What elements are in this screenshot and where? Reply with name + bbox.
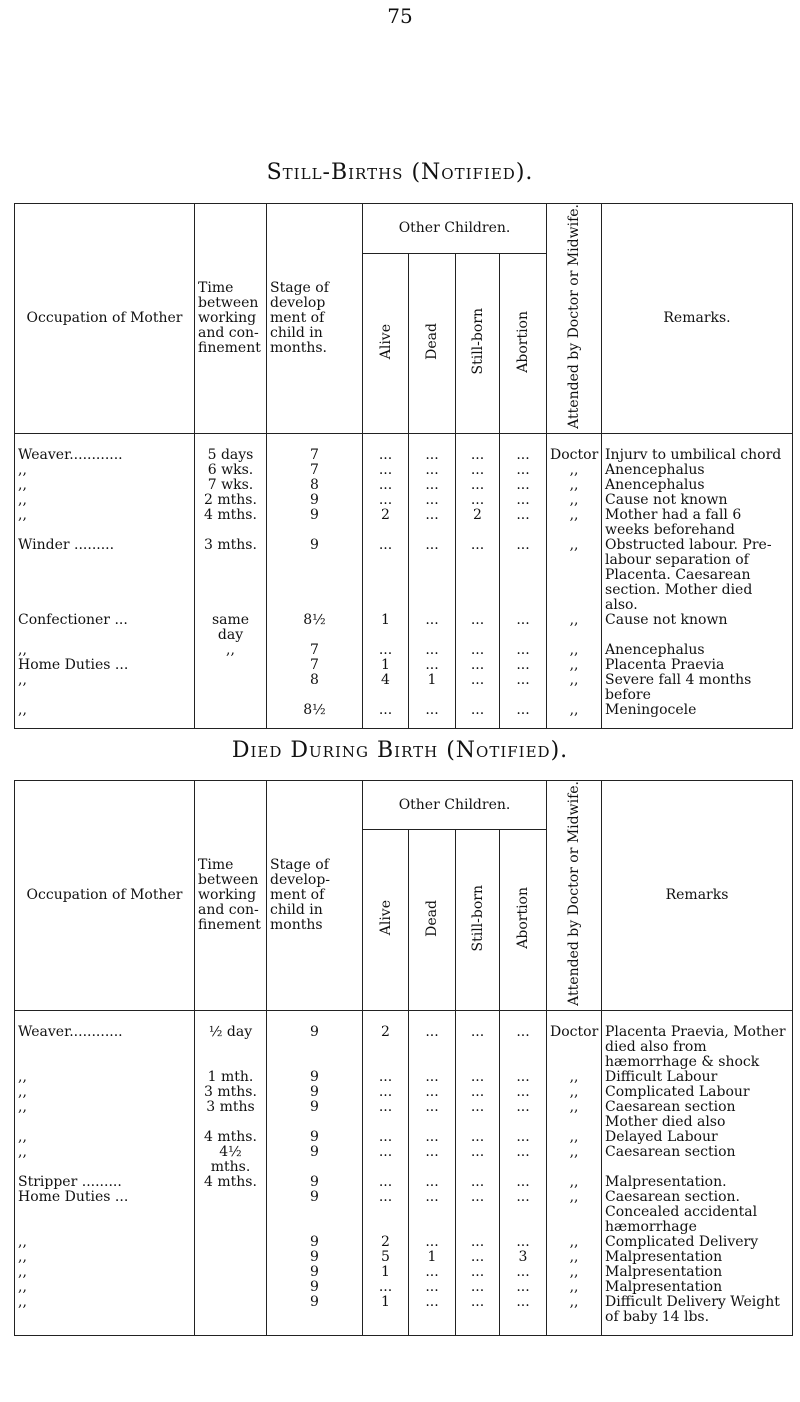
cell-occupation: ,, [15, 1130, 195, 1145]
cell-still-born: ... [456, 673, 500, 703]
cell-alive: ... [363, 1070, 409, 1085]
cell-alive: 1 [363, 613, 409, 643]
cell-alive: ... [363, 493, 409, 508]
table-row [15, 1100, 793, 1130]
cell-remarks: Cause not known [602, 613, 793, 643]
cell-dead: ... [409, 1010, 456, 1070]
cell-attended: ,, [547, 613, 602, 643]
cell-stage: 7 [267, 433, 363, 463]
cell-abortion: ... [500, 703, 547, 729]
cell-abortion: ... [500, 1010, 547, 1070]
cell-dead: 1 [409, 673, 456, 703]
cell-still-born: ... [456, 1295, 500, 1336]
cell-still-born: ... [456, 703, 500, 729]
cell-dead: ... [409, 643, 456, 658]
cell-occupation: ,, [15, 673, 195, 703]
cell-alive: ... [363, 1145, 409, 1175]
cell-time [195, 1190, 267, 1235]
cell-alive: 1 [363, 658, 409, 673]
cell-dead: ... [409, 493, 456, 508]
cell-abortion: ... [500, 613, 547, 643]
cell-alive: ... [363, 1175, 409, 1190]
cell-occupation: Weaver............ [15, 1010, 195, 1070]
cell-time: 4 mths. [195, 1130, 267, 1145]
cell-attended: ,, [547, 643, 602, 658]
cell-remarks: Difficult Labour [602, 1070, 793, 1085]
cell-attended: ,, [547, 463, 602, 478]
cell-abortion: 3 [500, 1250, 547, 1265]
cell-time: 4 mths. [195, 1175, 267, 1190]
cell-abortion: ... [500, 1265, 547, 1280]
header-attended: Attended by Doctor or Midwife. [547, 781, 602, 1011]
cell-remarks: Severe fall 4 months before [602, 673, 793, 703]
cell-stage: 9 [267, 1250, 363, 1265]
cell-time [195, 703, 267, 729]
header-dead: Dead [409, 254, 456, 434]
cell-dead: ... [409, 1085, 456, 1100]
cell-abortion: ... [500, 478, 547, 493]
cell-still-born: ... [456, 613, 500, 643]
cell-stage: 9 [267, 1235, 363, 1250]
cell-abortion: ... [500, 1085, 547, 1100]
cell-time: same day [195, 613, 267, 643]
table-row [15, 613, 793, 643]
cell-alive: ... [363, 1280, 409, 1295]
cell-attended: ,, [547, 1235, 602, 1250]
cell-abortion: ... [500, 1130, 547, 1145]
cell-time: 4 mths. [195, 508, 267, 538]
header-remarks: Remarks [602, 781, 793, 1011]
cell-stage: 7 [267, 643, 363, 658]
cell-still-born: ... [456, 1280, 500, 1295]
cell-still-born: ... [456, 433, 500, 463]
header-dead: Dead [409, 830, 456, 1011]
table-row [15, 478, 793, 493]
cell-alive: ... [363, 1190, 409, 1235]
cell-dead: ... [409, 463, 456, 478]
cell-remarks: Complicated Labour [602, 1085, 793, 1100]
header-still-born: Still-born [456, 254, 500, 434]
cell-occupation: ,, [15, 643, 195, 658]
cell-stage: 9 [267, 1085, 363, 1100]
table-row [15, 1130, 793, 1145]
cell-dead: 1 [409, 1250, 456, 1265]
cell-time [195, 1280, 267, 1295]
cell-attended: ,, [547, 1175, 602, 1190]
table-row [15, 658, 793, 673]
cell-dead: ... [409, 1130, 456, 1145]
cell-attended: ,, [547, 1145, 602, 1175]
table-row [15, 493, 793, 508]
cell-still-born: ... [456, 1085, 500, 1100]
cell-occupation: Home Duties ... [15, 1190, 195, 1235]
header-occupation: Occupation of Mother [15, 781, 195, 1011]
cell-still-born: ... [456, 1010, 500, 1070]
header-alive: Alive [363, 830, 409, 1011]
header-abortion: Abortion [500, 254, 547, 434]
cell-attended: ,, [547, 1280, 602, 1295]
cell-still-born: ... [456, 463, 500, 478]
cell-remarks: Caesarean section [602, 1145, 793, 1175]
cell-remarks: Malpresentation [602, 1250, 793, 1265]
cell-time: 1 mth. [195, 1070, 267, 1085]
cell-occupation: Winder ......... [15, 538, 195, 613]
cell-time: ½ day [195, 1010, 267, 1070]
cell-remarks: Caesarean section Mother died also [602, 1100, 793, 1130]
table-row [15, 1235, 793, 1250]
cell-stage: 9 [267, 1145, 363, 1175]
cell-still-born: ... [456, 658, 500, 673]
cell-alive: ... [363, 1085, 409, 1100]
table-row [15, 463, 793, 478]
cell-abortion: ... [500, 493, 547, 508]
cell-stage: 9 [267, 1130, 363, 1145]
cell-still-born: ... [456, 1235, 500, 1250]
cell-time [195, 1235, 267, 1250]
table-row [15, 1010, 793, 1070]
cell-dead: ... [409, 1145, 456, 1175]
cell-alive: 2 [363, 508, 409, 538]
died-during-birth-title: Died During Birth (Notified). [231, 738, 569, 763]
cell-time: 2 mths. [195, 493, 267, 508]
cell-remarks: Placenta Praevia [602, 658, 793, 673]
cell-occupation: ,, [15, 1250, 195, 1265]
cell-alive: 4 [363, 673, 409, 703]
cell-stage: 8½ [267, 613, 363, 643]
table-row [15, 643, 793, 658]
cell-still-born: ... [456, 1190, 500, 1235]
header-stage: Stage of develop-ment of child in months [267, 781, 363, 1011]
cell-attended: ,, [547, 493, 602, 508]
cell-occupation: ,, [15, 1100, 195, 1130]
table-row [15, 1070, 793, 1085]
cell-occupation: ,, [15, 463, 195, 478]
cell-occupation: ,, [15, 1280, 195, 1295]
cell-attended: ,, [547, 673, 602, 703]
cell-attended: Doctor [547, 433, 602, 463]
cell-dead: ... [409, 1175, 456, 1190]
cell-still-born: ... [456, 538, 500, 613]
cell-dead: ... [409, 508, 456, 538]
cell-abortion: ... [500, 1190, 547, 1235]
header-time: Time between working and con-finement [195, 781, 267, 1011]
cell-alive: ... [363, 1130, 409, 1145]
cell-abortion: ... [500, 1280, 547, 1295]
cell-time: 3 mths [195, 1100, 267, 1130]
cell-alive: ... [363, 478, 409, 493]
header-time: Time between working and con-finement [195, 204, 267, 434]
cell-occupation: ,, [15, 1265, 195, 1280]
cell-still-born: ... [456, 1070, 500, 1085]
cell-attended: ,, [547, 1190, 602, 1235]
cell-stage: 7 [267, 463, 363, 478]
cell-remarks: Malpresentation. [602, 1175, 793, 1190]
cell-stage: 8 [267, 478, 363, 493]
cell-stage: 8½ [267, 703, 363, 729]
cell-still-born: ... [456, 643, 500, 658]
died-during-birth-table [14, 780, 793, 1336]
header-stage: Stage of develop ment of child in months. [267, 204, 363, 434]
cell-stage: 9 [267, 1010, 363, 1070]
cell-time: 3 mths. [195, 538, 267, 613]
cell-occupation: Confectioner ... [15, 613, 195, 643]
cell-remarks: Difficult Delivery Weight of baby 14 lbs. [602, 1295, 793, 1336]
cell-attended: ,, [547, 508, 602, 538]
cell-time: 5 days [195, 433, 267, 463]
table-row [15, 1265, 793, 1280]
cell-attended: ,, [547, 1295, 602, 1336]
cell-remarks: Malpresentation [602, 1280, 793, 1295]
cell-stage: 8 [267, 673, 363, 703]
cell-stage: 9 [267, 508, 363, 538]
table-row [15, 1190, 793, 1235]
cell-still-born: 2 [456, 508, 500, 538]
table-row [15, 673, 793, 703]
cell-dead: ... [409, 613, 456, 643]
cell-attended: ,, [547, 703, 602, 729]
header-other-children: Other Children. [363, 204, 547, 254]
still-births-table [14, 203, 793, 729]
cell-abortion: ... [500, 673, 547, 703]
table-row [15, 538, 793, 613]
cell-remarks: Caesarean section. Concealed accidental hæmorrhage [602, 1190, 793, 1235]
cell-occupation: ,, [15, 703, 195, 729]
cell-stage: 9 [267, 493, 363, 508]
cell-stage: 9 [267, 1280, 363, 1295]
cell-occupation: ,, [15, 493, 195, 508]
cell-stage: 9 [267, 1100, 363, 1130]
cell-alive: 1 [363, 1265, 409, 1280]
cell-occupation: Home Duties ... [15, 658, 195, 673]
cell-alive: 1 [363, 1295, 409, 1336]
cell-remarks: Injurv to umbilical chord [602, 433, 793, 463]
cell-alive: ... [363, 703, 409, 729]
page-number: 75 [387, 4, 413, 28]
header-alive: Alive [363, 254, 409, 434]
cell-abortion: ... [500, 538, 547, 613]
cell-dead: ... [409, 658, 456, 673]
cell-occupation: ,, [15, 1070, 195, 1085]
cell-stage: 7 [267, 658, 363, 673]
cell-stage: 9 [267, 538, 363, 613]
cell-alive: 2 [363, 1235, 409, 1250]
cell-dead: ... [409, 1100, 456, 1130]
cell-attended: ,, [547, 538, 602, 613]
cell-dead: ... [409, 538, 456, 613]
cell-abortion: ... [500, 1235, 547, 1250]
header-attended: Attended by Doctor or Midwife. [547, 204, 602, 434]
table-row [15, 703, 793, 729]
cell-attended: ,, [547, 1070, 602, 1085]
table-row [15, 1175, 793, 1190]
cell-occupation: Stripper ......... [15, 1175, 195, 1190]
cell-remarks: Anencephalus [602, 478, 793, 493]
cell-attended: ,, [547, 1100, 602, 1130]
cell-dead: ... [409, 1280, 456, 1295]
cell-abortion: ... [500, 1145, 547, 1175]
cell-occupation: ,, [15, 508, 195, 538]
cell-abortion: ... [500, 643, 547, 658]
cell-remarks: Mother had a fall 6 weeks beforehand [602, 508, 793, 538]
cell-abortion: ... [500, 1100, 547, 1130]
cell-alive: ... [363, 538, 409, 613]
cell-stage: 9 [267, 1175, 363, 1190]
cell-dead: ... [409, 1070, 456, 1085]
cell-dead: ... [409, 703, 456, 729]
cell-remarks: Meningocele [602, 703, 793, 729]
cell-occupation: ,, [15, 1235, 195, 1250]
cell-abortion: ... [500, 463, 547, 478]
cell-time: 3 mths. [195, 1085, 267, 1100]
header-occupation: Occupation of Mother [15, 204, 195, 434]
cell-still-born: ... [456, 478, 500, 493]
header-still-born: Still-born [456, 830, 500, 1011]
cell-time [195, 658, 267, 673]
cell-abortion: ... [500, 1070, 547, 1085]
cell-remarks: Anencephalus [602, 463, 793, 478]
cell-attended: ,, [547, 1130, 602, 1145]
cell-stage: 9 [267, 1295, 363, 1336]
cell-occupation: Weaver............ [15, 433, 195, 463]
cell-occupation: ,, [15, 1295, 195, 1336]
table-row [15, 433, 793, 463]
cell-time [195, 1295, 267, 1336]
table-row [15, 1295, 793, 1336]
cell-abortion: ... [500, 1175, 547, 1190]
cell-dead: ... [409, 1190, 456, 1235]
cell-remarks: Complicated Delivery [602, 1235, 793, 1250]
header-remarks: Remarks. [602, 204, 793, 434]
cell-still-born: ... [456, 1145, 500, 1175]
cell-attended: ,, [547, 658, 602, 673]
header-other-children: Other Children. [363, 781, 547, 830]
cell-stage: 9 [267, 1070, 363, 1085]
cell-still-born: ... [456, 1265, 500, 1280]
cell-time: 7 wks. [195, 478, 267, 493]
table-row [15, 1280, 793, 1295]
cell-time: 4½ mths. [195, 1145, 267, 1175]
cell-attended: ,, [547, 1085, 602, 1100]
cell-remarks: Placenta Praevia, Mother died also from hæmorrhage & shock [602, 1010, 793, 1070]
cell-dead: ... [409, 1235, 456, 1250]
cell-occupation: ,, [15, 1085, 195, 1100]
cell-attended: ,, [547, 1250, 602, 1265]
cell-dead: ... [409, 478, 456, 493]
cell-stage: 9 [267, 1190, 363, 1235]
cell-stage: 9 [267, 1265, 363, 1280]
cell-occupation: ,, [15, 478, 195, 493]
cell-alive: ... [363, 643, 409, 658]
cell-still-born: ... [456, 493, 500, 508]
cell-dead: ... [409, 1265, 456, 1280]
cell-alive: ... [363, 1100, 409, 1130]
cell-alive: ... [363, 433, 409, 463]
cell-time: ,, [195, 643, 267, 658]
cell-attended: ,, [547, 1265, 602, 1280]
cell-remarks: Anencephalus [602, 643, 793, 658]
cell-alive: 2 [363, 1010, 409, 1070]
cell-still-born: ... [456, 1250, 500, 1265]
cell-still-born: ... [456, 1130, 500, 1145]
cell-attended: Doctor [547, 1010, 602, 1070]
cell-abortion: ... [500, 508, 547, 538]
header-abortion: Abortion [500, 830, 547, 1011]
cell-time [195, 1250, 267, 1265]
cell-dead: ... [409, 433, 456, 463]
cell-still-born: ... [456, 1175, 500, 1190]
cell-time [195, 673, 267, 703]
cell-time [195, 1265, 267, 1280]
cell-dead: ... [409, 1295, 456, 1336]
cell-abortion: ... [500, 433, 547, 463]
cell-attended: ,, [547, 478, 602, 493]
table-row [15, 1145, 793, 1175]
table-row [15, 1085, 793, 1100]
cell-remarks: Malpresentation [602, 1265, 793, 1280]
table-row [15, 1250, 793, 1265]
cell-occupation: ,, [15, 1145, 195, 1175]
cell-alive: 5 [363, 1250, 409, 1265]
cell-remarks: Cause not known [602, 493, 793, 508]
cell-remarks: Delayed Labour [602, 1130, 793, 1145]
cell-alive: ... [363, 463, 409, 478]
cell-abortion: ... [500, 658, 547, 673]
cell-time: 6 wks. [195, 463, 267, 478]
cell-abortion: ... [500, 1295, 547, 1336]
cell-still-born: ... [456, 1100, 500, 1130]
still-births-title: Still-Births (Notified). [266, 160, 534, 185]
table-row [15, 508, 793, 538]
cell-remarks: Obstructed labour. Pre-labour separation of Placenta. Caesarean section. Mother died also. [602, 538, 793, 613]
